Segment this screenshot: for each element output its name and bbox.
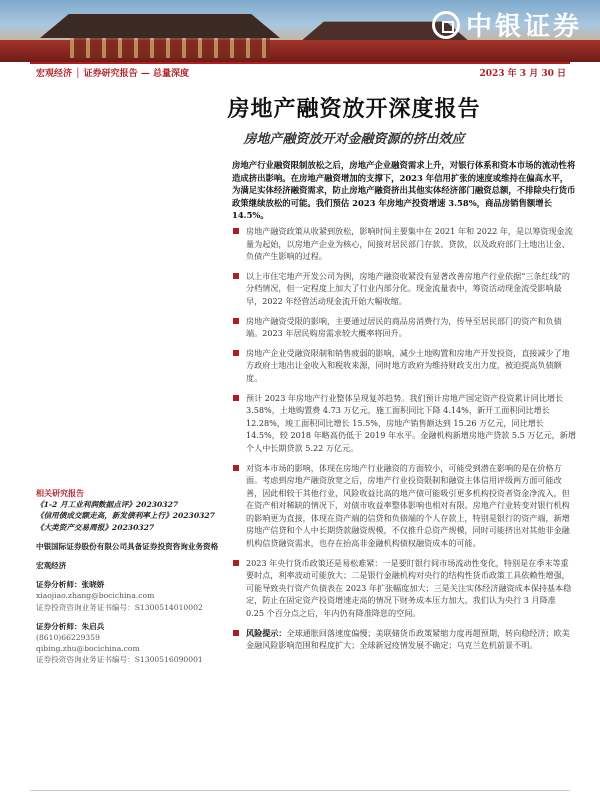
key-point xyxy=(232,315,576,340)
sidebar xyxy=(36,488,221,666)
bullet-square-icon xyxy=(233,350,239,356)
related-report-link[interactable]: 《大类资产交易周报》20230327 xyxy=(36,522,155,532)
bullet-square-icon xyxy=(233,318,239,324)
palace-roof-image xyxy=(40,8,280,38)
key-point xyxy=(232,270,576,308)
header-divider xyxy=(30,62,570,64)
key-point xyxy=(232,225,576,263)
report-subtitle: 房地产融资放开对金融资源的挤出效应 xyxy=(243,132,465,147)
boc-coin-icon xyxy=(432,11,460,39)
analyst-phone: (8610)66229359 xyxy=(36,633,100,643)
analyst-name: 证券分析师：朱启兵 xyxy=(36,621,105,631)
analyst-email[interactable]: xiaojiao.zhang@bocichina.com xyxy=(36,591,155,601)
risk-warning xyxy=(232,627,576,652)
bullet-square-icon xyxy=(233,273,239,279)
key-point-text: 预计 2023 年房地产行业整体呈现复苏趋势。我们预计房地产国定资产投资累计同比增长 3.58%，土地购置费 4.73 万亿元，施工面积同比下降 4.14%，新开工面积同比增长 12.28%，竣工面积同比增长 15.5%，房地产销售额达到 15.26 万亿元，同比增长 14.5%，较 2018 年略高仍低于 2019 年水平。金融机构新增房地产贷款 5.5 万亿元，新增个人中长期贷款 5.22 万亿元。 xyxy=(246,392,576,453)
brand-logo xyxy=(432,6,582,43)
key-point-text: 房地产融资政策从收紧到放松，影响时间主要集中在 2021 年和 2022 年，是以筹资现金流量为起始，以房地产企业为核心，间接对居民部门存款、贷款，以及政府部门土地出让金、负债产生影响的过程。 xyxy=(246,226,573,262)
related-report-link[interactable]: 《1-2 月工业利润数据点评》20230327 xyxy=(36,500,179,510)
key-point-text: 对资本市场的影响，体现在房地产行业融资的方面较小，可能受到潜在影响的是在价格方面。考虑到房地产融资放宽之后，房地产行业投资限制和融资主体信用评级两方面可能改善，因此相较于其他行业，风险收益比高的地产债可能吸引更多机构投资者资金净流入，但在资产相对稀缺的情况下，对债市收益率整体影响也相对有限。房地产行业转变对银行机构的影响更为直接，体现在资产端的信贷和负债端的个人存款上，特别是银行的资产端，新增房地产信贷和个人中长期贷款融资规模，不仅推升总资产规模，同时可能挤出对其他非金融机构信贷融资需求，也存在抬高非金融机构债权融资成本的可能。 xyxy=(246,462,570,549)
bullet-square-icon xyxy=(233,465,239,471)
header-banner xyxy=(0,0,600,62)
key-point-text: 2023 年央行货币政策还是易松难紧：一是要盯银行间市场流动性变化，特别是在季末等重要时点，利率波动可能放大；二是银行金融机构对央行的结构性货币政策工具依赖性增强，可能导致央行资产负债表在 2023 年扩张幅度加大；三是关注实体经济融资成本保持基本稳定，防止在固定资产投资增速走高的情况下财务成本压力加大。我们认为央行 3 月降准 0.25 个百分点之后，年内仍有降准降息的空间。 xyxy=(246,557,572,619)
key-point xyxy=(232,462,576,550)
report-date: 2023 年 3 月 30 日 xyxy=(479,69,566,79)
bullet-square-icon xyxy=(233,630,239,636)
footer-divider xyxy=(30,790,570,791)
analyst-certificate: 证券投资咨询业务证书编号：S1300516090001 xyxy=(36,655,203,665)
risk-warning-label: 风险提示： xyxy=(246,627,287,638)
brand-name: 中银证券 xyxy=(465,12,582,42)
key-point xyxy=(232,392,576,455)
analyst-certificate: 证券投资咨询业务证书编号：S1300514010002 xyxy=(36,602,203,612)
key-point xyxy=(232,347,576,385)
report-title: 房地产融资放开深度报告 xyxy=(227,96,481,122)
analyst-name: 证券分析师：张晓娇 xyxy=(36,580,105,590)
key-points-list xyxy=(232,225,576,659)
key-point xyxy=(232,557,576,620)
sector-tag: 宏观经济 xyxy=(36,561,67,571)
palace-columns-image xyxy=(70,38,270,58)
institution-qualification: 中银国际证券股份有限公司具备证券投资咨询业务资格 xyxy=(36,541,219,551)
bullet-square-icon xyxy=(233,395,239,401)
key-point-text: 房地产企业受融资限制和销售疲弱的影响，减少土地购置和房地产开发投资，直接减少了地方政府土地出让金收入和税收来源，同时地方政府为维持财政支出力度，被迫提高负债额度。 xyxy=(246,347,570,383)
key-point-text: 以上市住宅地产开发公司为例，房地产融资收紧没有显著改善房地产行业依据“三条红线”的分档情况，但一定程度上加大了行业内部分化。现金流量表中，筹资活动现金流受影响最早，2022 年经营活动现金流开始大幅收缩。 xyxy=(246,270,570,306)
analyst-email[interactable]: qibing.zhu@bocichina.com xyxy=(36,644,140,654)
bullet-square-icon xyxy=(233,228,239,234)
risk-warning-text: 全球通胀回落速度偏慢；美联储货币政策紧缩力度再超预期，转向稳经济；欧美金融风险影响范围和程度扩大；全球新冠疫情发展不确定；乌克兰危机前景不明。 xyxy=(246,627,570,651)
report-category: 宏观经济 │ 证券研究报告 — 总量深度 xyxy=(36,69,189,79)
related-report-link[interactable]: 《信用债成交额走高，新发债利率上行》20230327 xyxy=(36,511,215,521)
related-reports-heading: 相关研究报告 xyxy=(36,488,84,498)
key-point-text: 房地产融资受限的影响，主要通过居民的商品房消费行为，传导至居民部门的资产和负债端。2023 年居民购房需求较大概率将回升。 xyxy=(246,315,562,339)
bullet-square-icon xyxy=(233,560,239,566)
abstract: 房地产行业融资限制放松之后，房地产企业融资需求上升，对银行体系和资本市场的流动性将造成挤出影响。在房地产融资增加的支撑下，2023 年信用扩张的速度或维持在偏高水平，为满足实体经济融资需求，防止房地产融资挤出其他实体经济部门融资总额，不排除央行货币政策继续放松的可能。我们预估 2023 年房地产投资增速 3.58%，商品房销售额增长 14.5%。 xyxy=(232,160,576,221)
